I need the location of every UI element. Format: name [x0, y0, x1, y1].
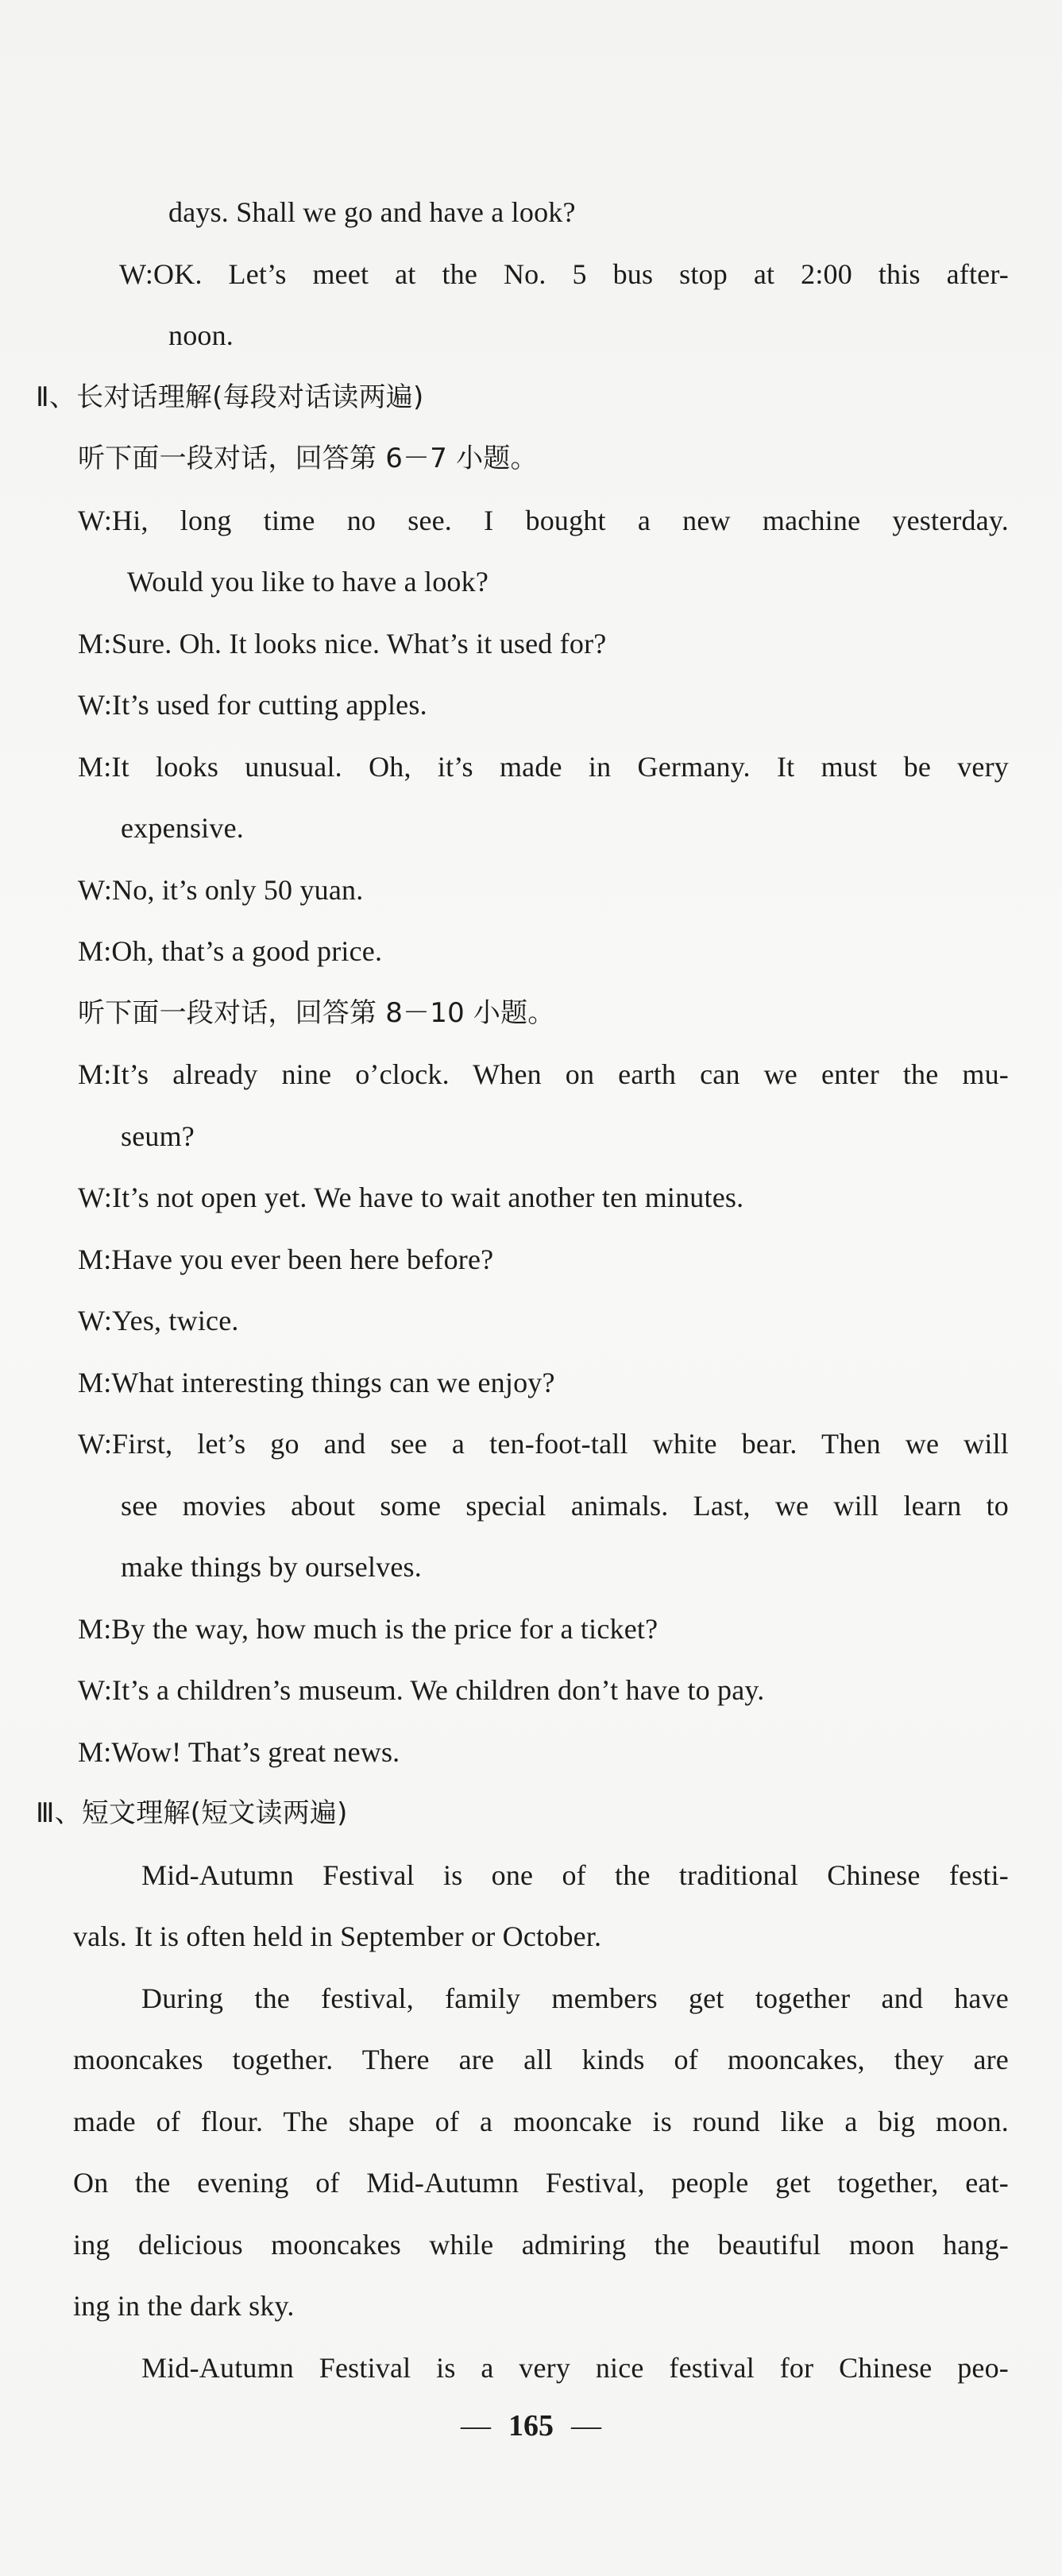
speaker: W: [78, 1305, 113, 1336]
speaker: W: [78, 1182, 113, 1213]
speaker: M: [78, 1058, 112, 1090]
paragraph-line: mooncakes together. There are all kinds of mooncakes, they are [73, 2044, 1009, 2075]
dialogue-line: M:Oh, that’s a good price. [78, 935, 383, 967]
dialogue-line: M:Sure. Oh. It looks nice. What’s it used for? [78, 628, 607, 659]
dialogue-line: M:Have you ever been here before? [78, 1244, 494, 1275]
speaker: W: [78, 689, 113, 721]
dialogue-line: W:No, it’s only 50 yuan. [78, 874, 364, 906]
speaker: M: [78, 751, 112, 783]
speaker: W: [119, 258, 154, 290]
text-line: see movies about some special animals. Last, we will learn to [121, 1490, 1009, 1522]
paragraph-line: On the evening of Mid-Autumn Festival, people get together, eat- [73, 2167, 1009, 2199]
text-line: expensive. [121, 812, 244, 844]
text-line: days. Shall we go and have a look? [168, 196, 576, 228]
paragraph-line: ing delicious mooncakes while admiring the beautiful moon hang- [73, 2229, 1009, 2261]
speaker: W: [78, 1674, 113, 1706]
dialogue-line: M:By the way, how much is the price for a ticket? [78, 1613, 658, 1645]
page-number-dash-left: — [461, 2409, 491, 2443]
dialogue-line: W:OK. Let’s meet at the No. 5 bus stop at 2:00 this after- [119, 258, 1009, 290]
dialogue-line: W:First, let’s go and see a ten-foot-tall white bear. Then we will [78, 1428, 1009, 1460]
text-line: noon. [168, 319, 234, 351]
dialogue-line: W:Yes, twice. [78, 1305, 239, 1336]
instruction-line: 听下面一段对话，回答第 8－10 小题。 [78, 997, 555, 1029]
dialogue-line: M:It looks unusual. Oh, it’s made in Germany. It must be very [78, 751, 1009, 783]
speaker: M: [78, 935, 112, 967]
dialogue-line: M:Wow! That’s great news. [78, 1736, 400, 1768]
speaker: M: [78, 1244, 112, 1275]
speaker: M: [78, 1736, 112, 1768]
dialogue-line: M:It’s already nine o’clock. When on earth can we enter the mu- [78, 1058, 1009, 1090]
dialogue-line: W:Hi, long time no see. I bought a new machine yesterday. [78, 505, 1009, 536]
text-line: seum? [121, 1120, 195, 1152]
paragraph-line: vals. It is often held in September or October. [73, 1920, 602, 1952]
dialogue-line: W:It’s a children’s museum. We children don’t have to pay. [78, 1674, 765, 1706]
speaker: M: [78, 1613, 112, 1645]
section-heading: Ⅲ、短文理解(短文读两遍) [36, 1797, 348, 1829]
paragraph-line: Mid-Autumn Festival is a very nice festival for Chinese peo- [141, 2352, 1009, 2384]
dialogue-line: M:What interesting things can we enjoy? [78, 1367, 555, 1398]
speaker: M: [78, 1367, 112, 1398]
paragraph-line: Mid-Autumn Festival is one of the traditional Chinese festi- [141, 1859, 1009, 1891]
section-heading: Ⅱ、长对话理解(每段对话读两遍) [36, 381, 424, 413]
paragraph-line: ing in the dark sky. [73, 2290, 295, 2322]
instruction-line: 听下面一段对话，回答第 6－7 小题。 [78, 443, 538, 474]
page-number-value: 165 [508, 2409, 554, 2443]
speaker: W: [78, 505, 113, 536]
speaker: W: [78, 1428, 113, 1460]
page-number-dash-right: — [571, 2409, 601, 2443]
dialogue-line: W:It’s used for cutting apples. [78, 689, 427, 721]
dialogue-line: W:It’s not open yet. We have to wait another ten minutes. [78, 1182, 744, 1213]
page-number [0, 2406, 1062, 2446]
text-line: Would you like to have a look? [127, 566, 489, 598]
text-line: make things by ourselves. [121, 1551, 422, 1583]
paragraph-line: During the festival, family members get together and have [141, 1982, 1009, 2014]
speaker: M: [78, 628, 112, 659]
paragraph-line: made of flour. The shape of a mooncake is round like a big moon. [73, 2106, 1009, 2137]
speaker: W: [78, 874, 113, 906]
